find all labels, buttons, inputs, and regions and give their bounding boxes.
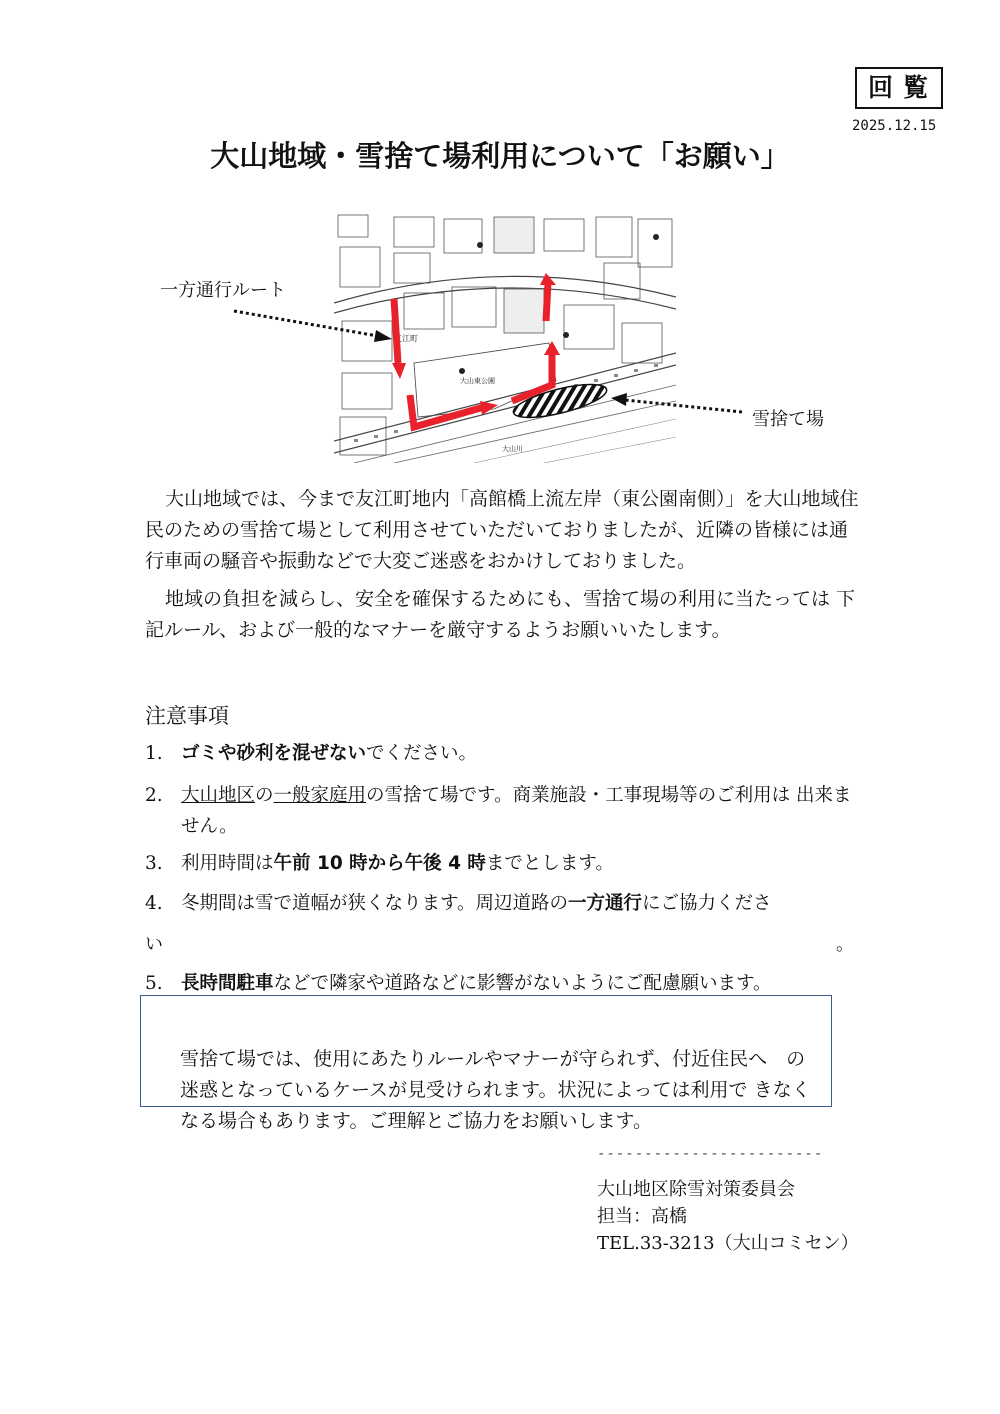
- kairan-stamp: 回覧: [855, 67, 943, 109]
- signature-committee: 大山地区除雪対策委員会: [597, 1179, 795, 1200]
- note-emphasis: ゴミや砂利を混ぜない: [181, 743, 367, 764]
- map-label-park: 大山東公園: [460, 377, 495, 385]
- note-text: でください。: [366, 743, 478, 764]
- note-number: 4.: [145, 893, 163, 914]
- note-emphasis: 午前 10 時から午後 4 時: [273, 853, 486, 874]
- notice-text: 雪捨て場では、使用にあたりルールやマナーが守られず、付近住民へ の迷惑となっているケースが見受けられます。状況によっては利用で きなくなる場合もあります。ご理解とご協力をお願いします。: [180, 1048, 811, 1132]
- page-title: 大山地域・雪捨て場利用について「お願い」: [210, 139, 790, 173]
- note-text: までとします。: [485, 853, 614, 874]
- signature-phone: TEL.33-3213（大山コミセン）: [597, 1233, 859, 1254]
- signature-rule: ------------------------: [597, 1146, 824, 1162]
- note-underline: 大山地区: [181, 785, 256, 806]
- note-emphasis: 一方通行: [568, 893, 643, 914]
- note-number: 1.: [145, 743, 163, 764]
- note-text: の雪捨て場です。商業施設・工事現場等のご利用は 出来ません。: [181, 785, 852, 837]
- note-item-2: [145, 780, 865, 842]
- note-number: 3.: [145, 853, 163, 874]
- intro-paragraph-2: 地域の負担を減らし、安全を確保するためにも、雪捨て場の利用に当たっては 下記ルール、および一般的なマナーを厳守するようお願いいたします。: [145, 588, 856, 641]
- map-label-tomoecho: 友江町: [394, 334, 418, 343]
- area-map: [334, 213, 676, 463]
- date: 2025.12.15: [852, 118, 937, 134]
- note-text: などで隣家や道路などに影響がないようにご配慮願います。: [273, 973, 772, 994]
- note-text: 冬期間は雪で道幅が狭くなります。周辺道路の: [181, 893, 569, 914]
- note-text: の: [255, 785, 274, 806]
- note-number: 5.: [145, 973, 163, 994]
- signature-contact-person: 担当：高橋: [597, 1206, 687, 1227]
- snow-dump-label: 雪捨て場: [752, 409, 824, 430]
- note-text: 利用時間は: [181, 853, 274, 874]
- note-item-1: [145, 738, 865, 769]
- note-text: にご協力くださ: [642, 893, 772, 914]
- intro-paragraph-1: 大山地域では、今まで友江町地内「高館橋上流左岸（東公園南側）」を大山地域住民のための雪捨て場として利用させていただいておりましたが、近隣の皆様には通行車両の騒音や振動などで大変ご迷惑をおかけしておりました。: [145, 488, 859, 572]
- note-item-4-period: 。: [836, 934, 854, 955]
- note-item-3: [145, 848, 865, 879]
- note-item-4-wrap: い: [145, 934, 163, 955]
- note-underline: 一般家庭用: [273, 785, 367, 806]
- oneway-route-label: 一方通行ルート: [160, 280, 286, 301]
- note-item-4: [145, 888, 865, 919]
- notes-heading: 注意事項: [145, 704, 229, 728]
- map-label-river: 大山川: [502, 445, 523, 453]
- note-emphasis: 長時間駐車: [181, 973, 274, 994]
- note-number: 2.: [145, 785, 163, 806]
